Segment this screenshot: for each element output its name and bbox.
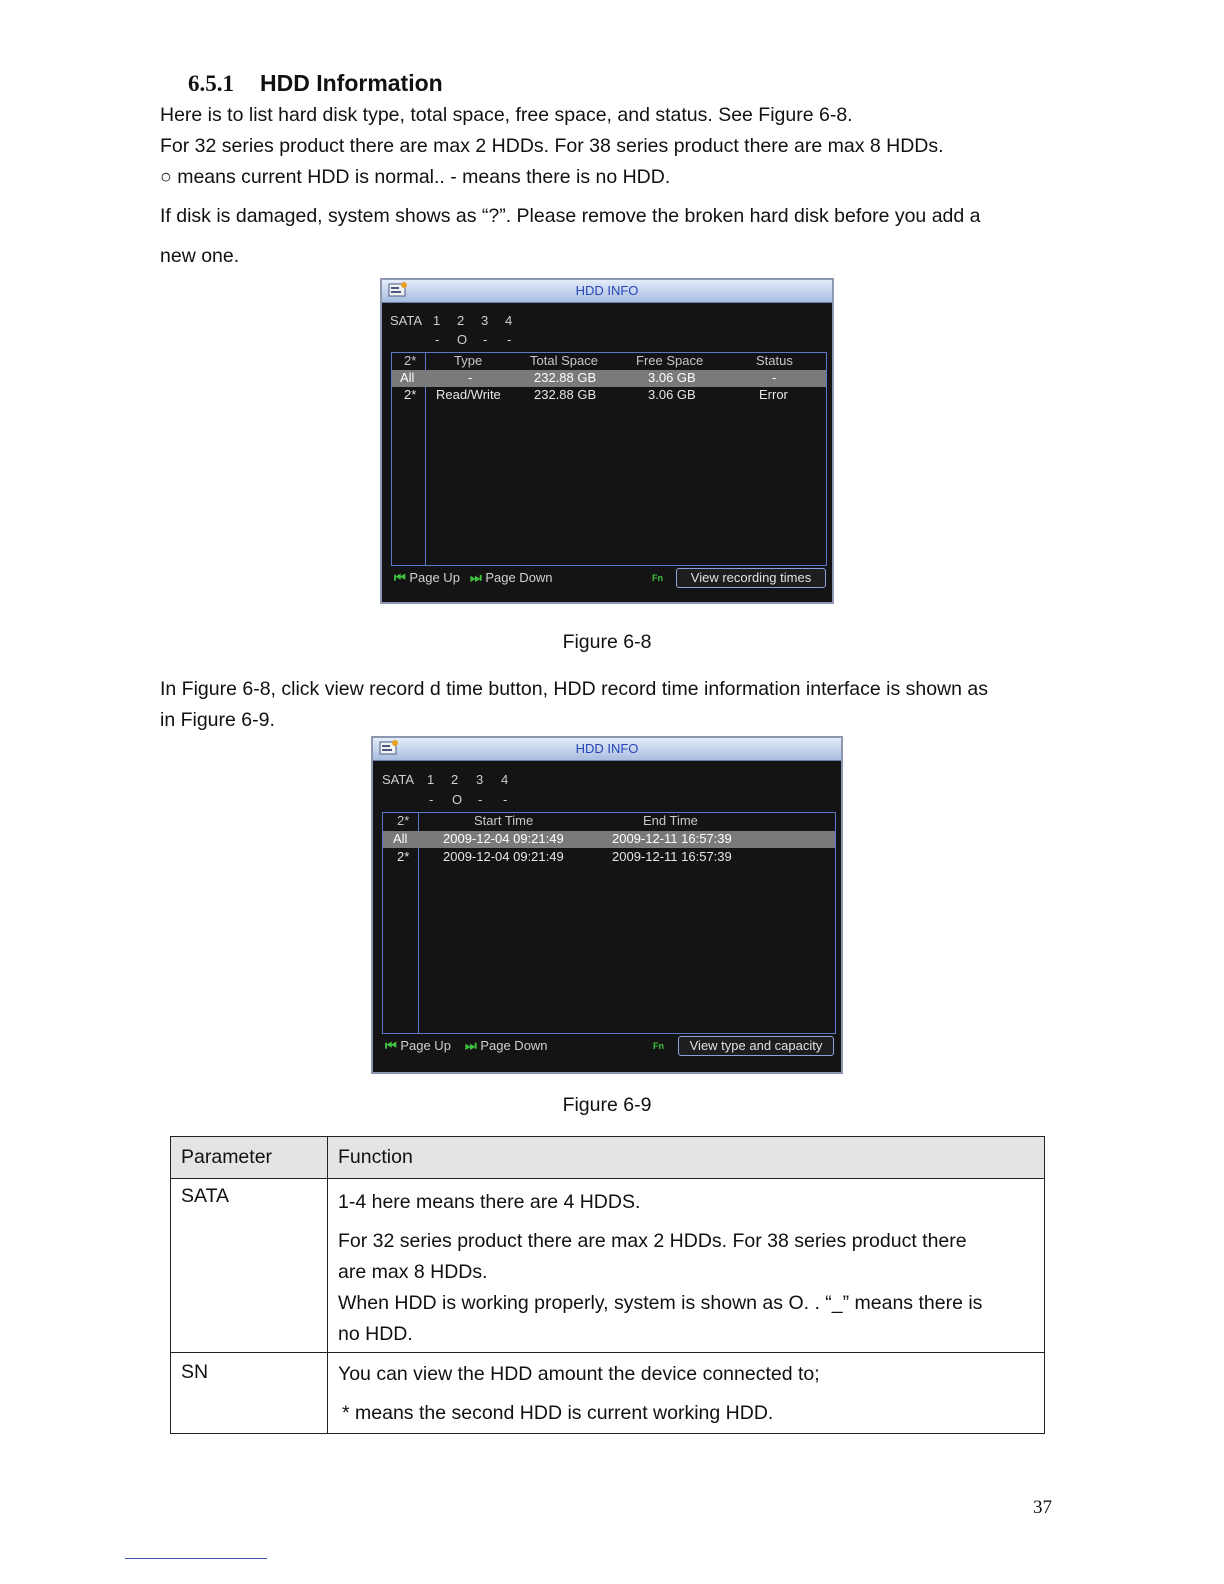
window-titlebar	[373, 738, 841, 761]
header-index: 2*	[397, 813, 410, 828]
paragraph-series: For 32 series product there are max 2 HDDs. For 38 series product there are max 8 HDDs.	[160, 135, 944, 157]
sata-status-4: -	[503, 792, 508, 807]
header-parameter: Parameter	[171, 1137, 328, 1179]
section-number: 6.5.1	[188, 71, 234, 96]
sata-line-1: 1-4 here means there are 4 HDDS.	[338, 1191, 641, 1213]
figure-6-9-caption: Figure 6-9	[562, 1094, 652, 1116]
row-end-time: 2009-12-11 16:57:39	[612, 849, 732, 864]
sata-line-3: are max 8 HDDs.	[338, 1261, 488, 1283]
sata-status-2: O	[452, 792, 463, 807]
page-up-icon: ⏮	[385, 1038, 397, 1053]
paragraph-symbols: ○ means current HDD is normal.. - means there is no HDD.	[160, 166, 671, 188]
window-title: HDD INFO	[575, 741, 639, 756]
sata-number-4: 4	[501, 772, 509, 787]
parameter-table	[170, 1136, 1045, 1434]
header-status: Status	[756, 353, 793, 368]
row-status: -	[772, 370, 777, 385]
hdd-info-window-fig-6-9	[371, 736, 843, 1074]
sata-status-1: -	[435, 332, 440, 347]
sata-status-3: -	[478, 792, 483, 807]
window-titlebar	[382, 280, 832, 303]
row-type: Read/Write	[436, 387, 501, 402]
header-total-space: Total Space	[530, 353, 598, 368]
sn-line-2: * means the second HDD is current working HDD.	[342, 1402, 774, 1424]
header-end-time: End Time	[643, 813, 698, 828]
window-title: HDD INFO	[575, 283, 639, 298]
table-row[interactable]	[392, 387, 826, 404]
paragraph-click-2: in Figure 6-9.	[160, 709, 275, 731]
sata-line-4: When HDD is working properly, system is shown as O. . “_” means there is	[338, 1292, 983, 1314]
list-header	[392, 353, 826, 369]
row-start-time: 2009-12-04 09:21:49	[443, 849, 564, 864]
page-down-icon: ⏭	[465, 1038, 477, 1053]
page-up-link[interactable]	[394, 570, 460, 586]
table-row	[171, 1353, 1045, 1434]
hdd-info-window-fig-6-8	[380, 278, 834, 604]
row-total-space: 232.88 GB	[534, 370, 597, 385]
sata-label: SATA	[390, 313, 423, 328]
row-start-time: 2009-12-04 09:21:49	[443, 831, 564, 846]
page-up-label: Page Up	[400, 1038, 451, 1053]
table-row[interactable]	[383, 849, 835, 866]
sata-status-4: -	[507, 332, 512, 347]
record-time-list	[382, 812, 836, 1034]
table-row	[171, 1179, 1045, 1353]
page-down-icon: ⏭	[470, 570, 482, 585]
paragraph-damaged-2: new one.	[160, 245, 240, 267]
header-type: Type	[454, 353, 483, 368]
page-down-link[interactable]	[465, 1038, 548, 1054]
sata-number-3: 3	[481, 313, 489, 328]
sata-status-3: -	[483, 332, 488, 347]
section-title: HDD Information	[260, 70, 443, 96]
page-down-link[interactable]	[470, 570, 553, 586]
sata-number-2: 2	[457, 313, 465, 328]
param-sata: SATA	[171, 1179, 328, 1353]
paragraph-click-1: In Figure 6-8, click view record d time button, HDD record time information interface is shown as	[160, 678, 988, 700]
hdd-list	[391, 352, 827, 566]
section-heading	[188, 70, 443, 97]
header-index: 2*	[404, 353, 417, 368]
row-type: -	[468, 370, 473, 385]
row-end-time: 2009-12-11 16:57:39	[612, 831, 732, 846]
page-down-label: Page Down	[485, 570, 553, 585]
row-status: Error	[759, 387, 788, 402]
sata-line-2: For 32 series product there are max 2 HDDs. For 38 series product there	[338, 1230, 967, 1252]
page-number: 37	[1033, 1497, 1052, 1518]
row-free-space: 3.06 GB	[648, 387, 696, 402]
sata-label: SATA	[382, 772, 415, 787]
footer-rule	[125, 1558, 267, 1559]
function-sata	[328, 1179, 1045, 1353]
fn-key-icon: Fn	[652, 573, 663, 583]
list-header	[383, 813, 835, 829]
row-total-space: 232.88 GB	[534, 387, 597, 402]
paragraph-damaged-1: If disk is damaged, system shows as “?”. Please remove the broken hard disk before you add a	[160, 205, 981, 227]
view-recording-times-button[interactable]: View recording times	[676, 568, 826, 588]
sata-status-1: -	[429, 792, 434, 807]
table-row[interactable]	[392, 370, 826, 387]
header-function: Function	[328, 1137, 1045, 1179]
view-type-capacity-button[interactable]: View type and capacity	[678, 1036, 834, 1056]
row-index: 2*	[397, 849, 410, 864]
sn-line-1: You can view the HDD amount the device connected to;	[338, 1363, 820, 1385]
row-free-space: 3.06 GB	[648, 370, 696, 385]
header-start-time: Start Time	[474, 813, 534, 828]
page-up-label: Page Up	[409, 570, 460, 585]
sata-status-2: O	[457, 332, 468, 347]
sata-line-5: no HDD.	[338, 1323, 413, 1345]
row-index: All	[400, 370, 415, 385]
figure-6-8-caption: Figure 6-8	[562, 631, 652, 653]
sata-number-2: 2	[451, 772, 459, 787]
paragraph-intro: Here is to list hard disk type, total space, free space, and status. See Figure 6-8.	[160, 104, 853, 126]
fn-key-icon: Fn	[653, 1041, 664, 1051]
page-up-icon: ⏮	[394, 570, 406, 585]
function-sn	[328, 1353, 1045, 1434]
sata-number-1: 1	[427, 772, 435, 787]
param-sn: SN	[171, 1353, 328, 1434]
sata-number-3: 3	[476, 772, 484, 787]
row-index: All	[393, 831, 408, 846]
table-row[interactable]	[383, 831, 835, 848]
table-header-row	[171, 1137, 1045, 1179]
sata-number-1: 1	[433, 313, 441, 328]
header-free-space: Free Space	[636, 353, 704, 368]
row-index: 2*	[404, 387, 417, 402]
page-down-label: Page Down	[480, 1038, 548, 1053]
page-up-link[interactable]	[385, 1038, 451, 1054]
sata-number-4: 4	[505, 313, 513, 328]
